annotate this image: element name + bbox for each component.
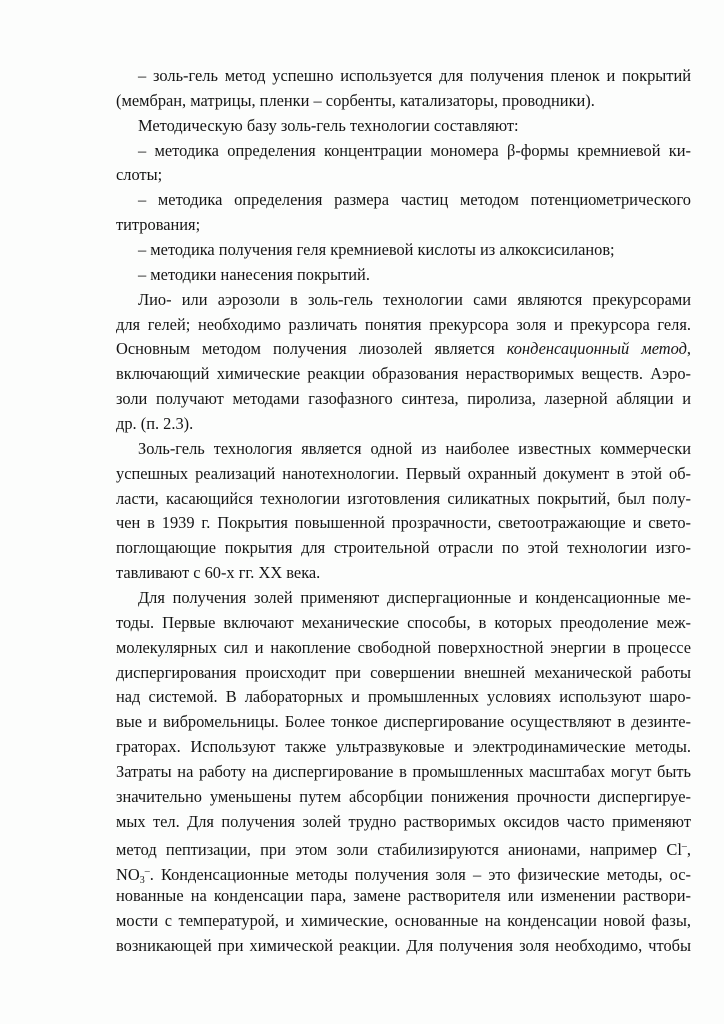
text-segment: – золь-гель метод успешно используется для получения пленок и покрытий: [138, 66, 691, 85]
text-line: [116, 437, 691, 462]
text-segment: возникающей при химической реакции. Для получения золя необходимо, чтобы: [116, 936, 691, 956]
text-segment: – методика получения геля кремниевой кислоты из алкоксисиланов;: [138, 240, 615, 260]
text-segment: – методика определения концентрации мономера β-формы кремниевой ки-: [138, 140, 691, 160]
text-segment: ласти, касающийся технологии изготовления силикатных покрытий, был полу-: [116, 488, 691, 508]
text-segment: Золь-гель технология является одной из наиболее известных коммерчески: [138, 438, 691, 458]
italic-term: конденсационный метод: [506, 339, 687, 359]
text-line: [116, 337, 691, 362]
text-line: [116, 661, 691, 686]
text-segment: Затраты на работу на диспергирование в промышленных масштабах могут быть: [116, 762, 691, 782]
subscript: 3: [139, 874, 145, 886]
text-segment: нованные на конденсации пара, замене растворителя или изменении раствори-: [116, 886, 691, 906]
text-line: [116, 536, 691, 561]
superscript: –: [144, 865, 150, 877]
text-segment: диспергирования происходит при совершении внешней механической работы: [116, 662, 691, 682]
text-segment: над системой. В лабораторных и промышленных условиях используют шаро-: [116, 687, 691, 707]
text-line: [116, 387, 691, 412]
text-segment: граторах. Используют также ультразвуковые и электродинамические методы.: [116, 737, 691, 757]
text-segment: Основным методом получения лиозолей является: [116, 339, 507, 359]
text-segment: ,: [686, 339, 691, 359]
text-line: [116, 362, 691, 387]
document-page: [116, 64, 691, 959]
text-line: [116, 114, 691, 139]
text-line: [116, 561, 691, 586]
text-line: [116, 785, 691, 810]
text-line: [116, 835, 691, 860]
text-segment: NO: [116, 864, 140, 884]
text-line: [116, 412, 691, 437]
text-segment: мости с температурой, и химические, основанные на конденсации новой фазы,: [116, 911, 691, 931]
text-segment: слоты;: [116, 165, 163, 185]
text-segment: (мембран, матрицы, пленки – сорбенты, катализаторы, проводники).: [116, 90, 595, 110]
text-line: [116, 860, 691, 885]
text-line: [116, 710, 691, 735]
text-segment: мых тел. Для получения золей трудно растворимых оксидов часто применяют: [116, 811, 691, 831]
text-line: [116, 636, 691, 661]
text-segment: тоды. Первые включают механические способы, в которых преодоление меж-: [116, 612, 691, 632]
text-line: [116, 487, 691, 512]
text-line: [116, 238, 691, 263]
text-line: [116, 511, 691, 536]
text-line: [116, 909, 691, 934]
text-line: [116, 884, 691, 909]
text-segment: чен в 1939 г. Покрытия повышенной прозрачности, светоотражающие и свето-: [116, 513, 691, 533]
text-segment: метод пептизации, при этом золи стабилизируются анионами, например Cl: [116, 839, 682, 859]
text-segment: включающий химические реакции образования нерастворимых веществ. Аэро-: [116, 364, 691, 384]
text-segment: – методики нанесения покрытий.: [138, 264, 370, 284]
text-line: [116, 586, 691, 611]
text-line: [116, 735, 691, 760]
text-line: [116, 313, 691, 338]
text-segment: золи получают методами газофазного синтеза, пиролиза, лазерной абляции и: [116, 389, 691, 409]
text-segment: . Конденсационные методы получения золя – это физические методы, ос-: [149, 864, 691, 884]
text-line: [116, 760, 691, 785]
text-line: [116, 139, 691, 164]
text-segment: для гелей; необходимо различать понятия прекурсора золя и прекурсора геля.: [116, 314, 691, 334]
text-segment: успешных реализаций нанотехнологии. Первый охранный документ в этой об-: [116, 463, 691, 483]
text-line: [116, 611, 691, 636]
text-segment: – методика определения размера частиц методом потенциометрического: [138, 190, 691, 210]
text-line: [116, 89, 691, 114]
text-line: [116, 263, 691, 288]
text-line: [116, 934, 691, 959]
text-line: [116, 64, 691, 89]
text-segment: др. (п. 2.3).: [116, 414, 194, 434]
text-segment: Методическую базу золь-гель технологии составляют:: [138, 115, 519, 135]
text-line: [116, 685, 691, 710]
text-segment: ,: [686, 839, 691, 859]
text-segment: вые и вибромельницы. Более тонкое диспергирование осуществляют в дезинте-: [116, 712, 691, 732]
text-line: [116, 213, 691, 238]
text-line: [116, 288, 691, 313]
text-line: [116, 163, 691, 188]
text-segment: титрования;: [116, 215, 201, 235]
text-segment: поглощающие покрытия для строительной отрасли по этой технологии изго-: [116, 538, 691, 558]
text-segment: Лио- или аэрозоли в золь-гель технологии сами являются прекурсорами: [138, 289, 691, 309]
text-line: [116, 462, 691, 487]
text-segment: тавливают с 60-х гг. XX века.: [116, 563, 321, 583]
text-line: [116, 810, 691, 835]
text-segment: значительно уменьшены путем абсорбции понижения прочности диспергируе-: [116, 786, 691, 806]
text-line: [116, 188, 691, 213]
text-segment: молекулярных сил и накопление свободной поверхностной энергии в процессе: [116, 637, 691, 657]
superscript: –: [681, 840, 687, 852]
text-segment: Для получения золей применяют диспергационные и конденсационные ме-: [138, 588, 691, 608]
